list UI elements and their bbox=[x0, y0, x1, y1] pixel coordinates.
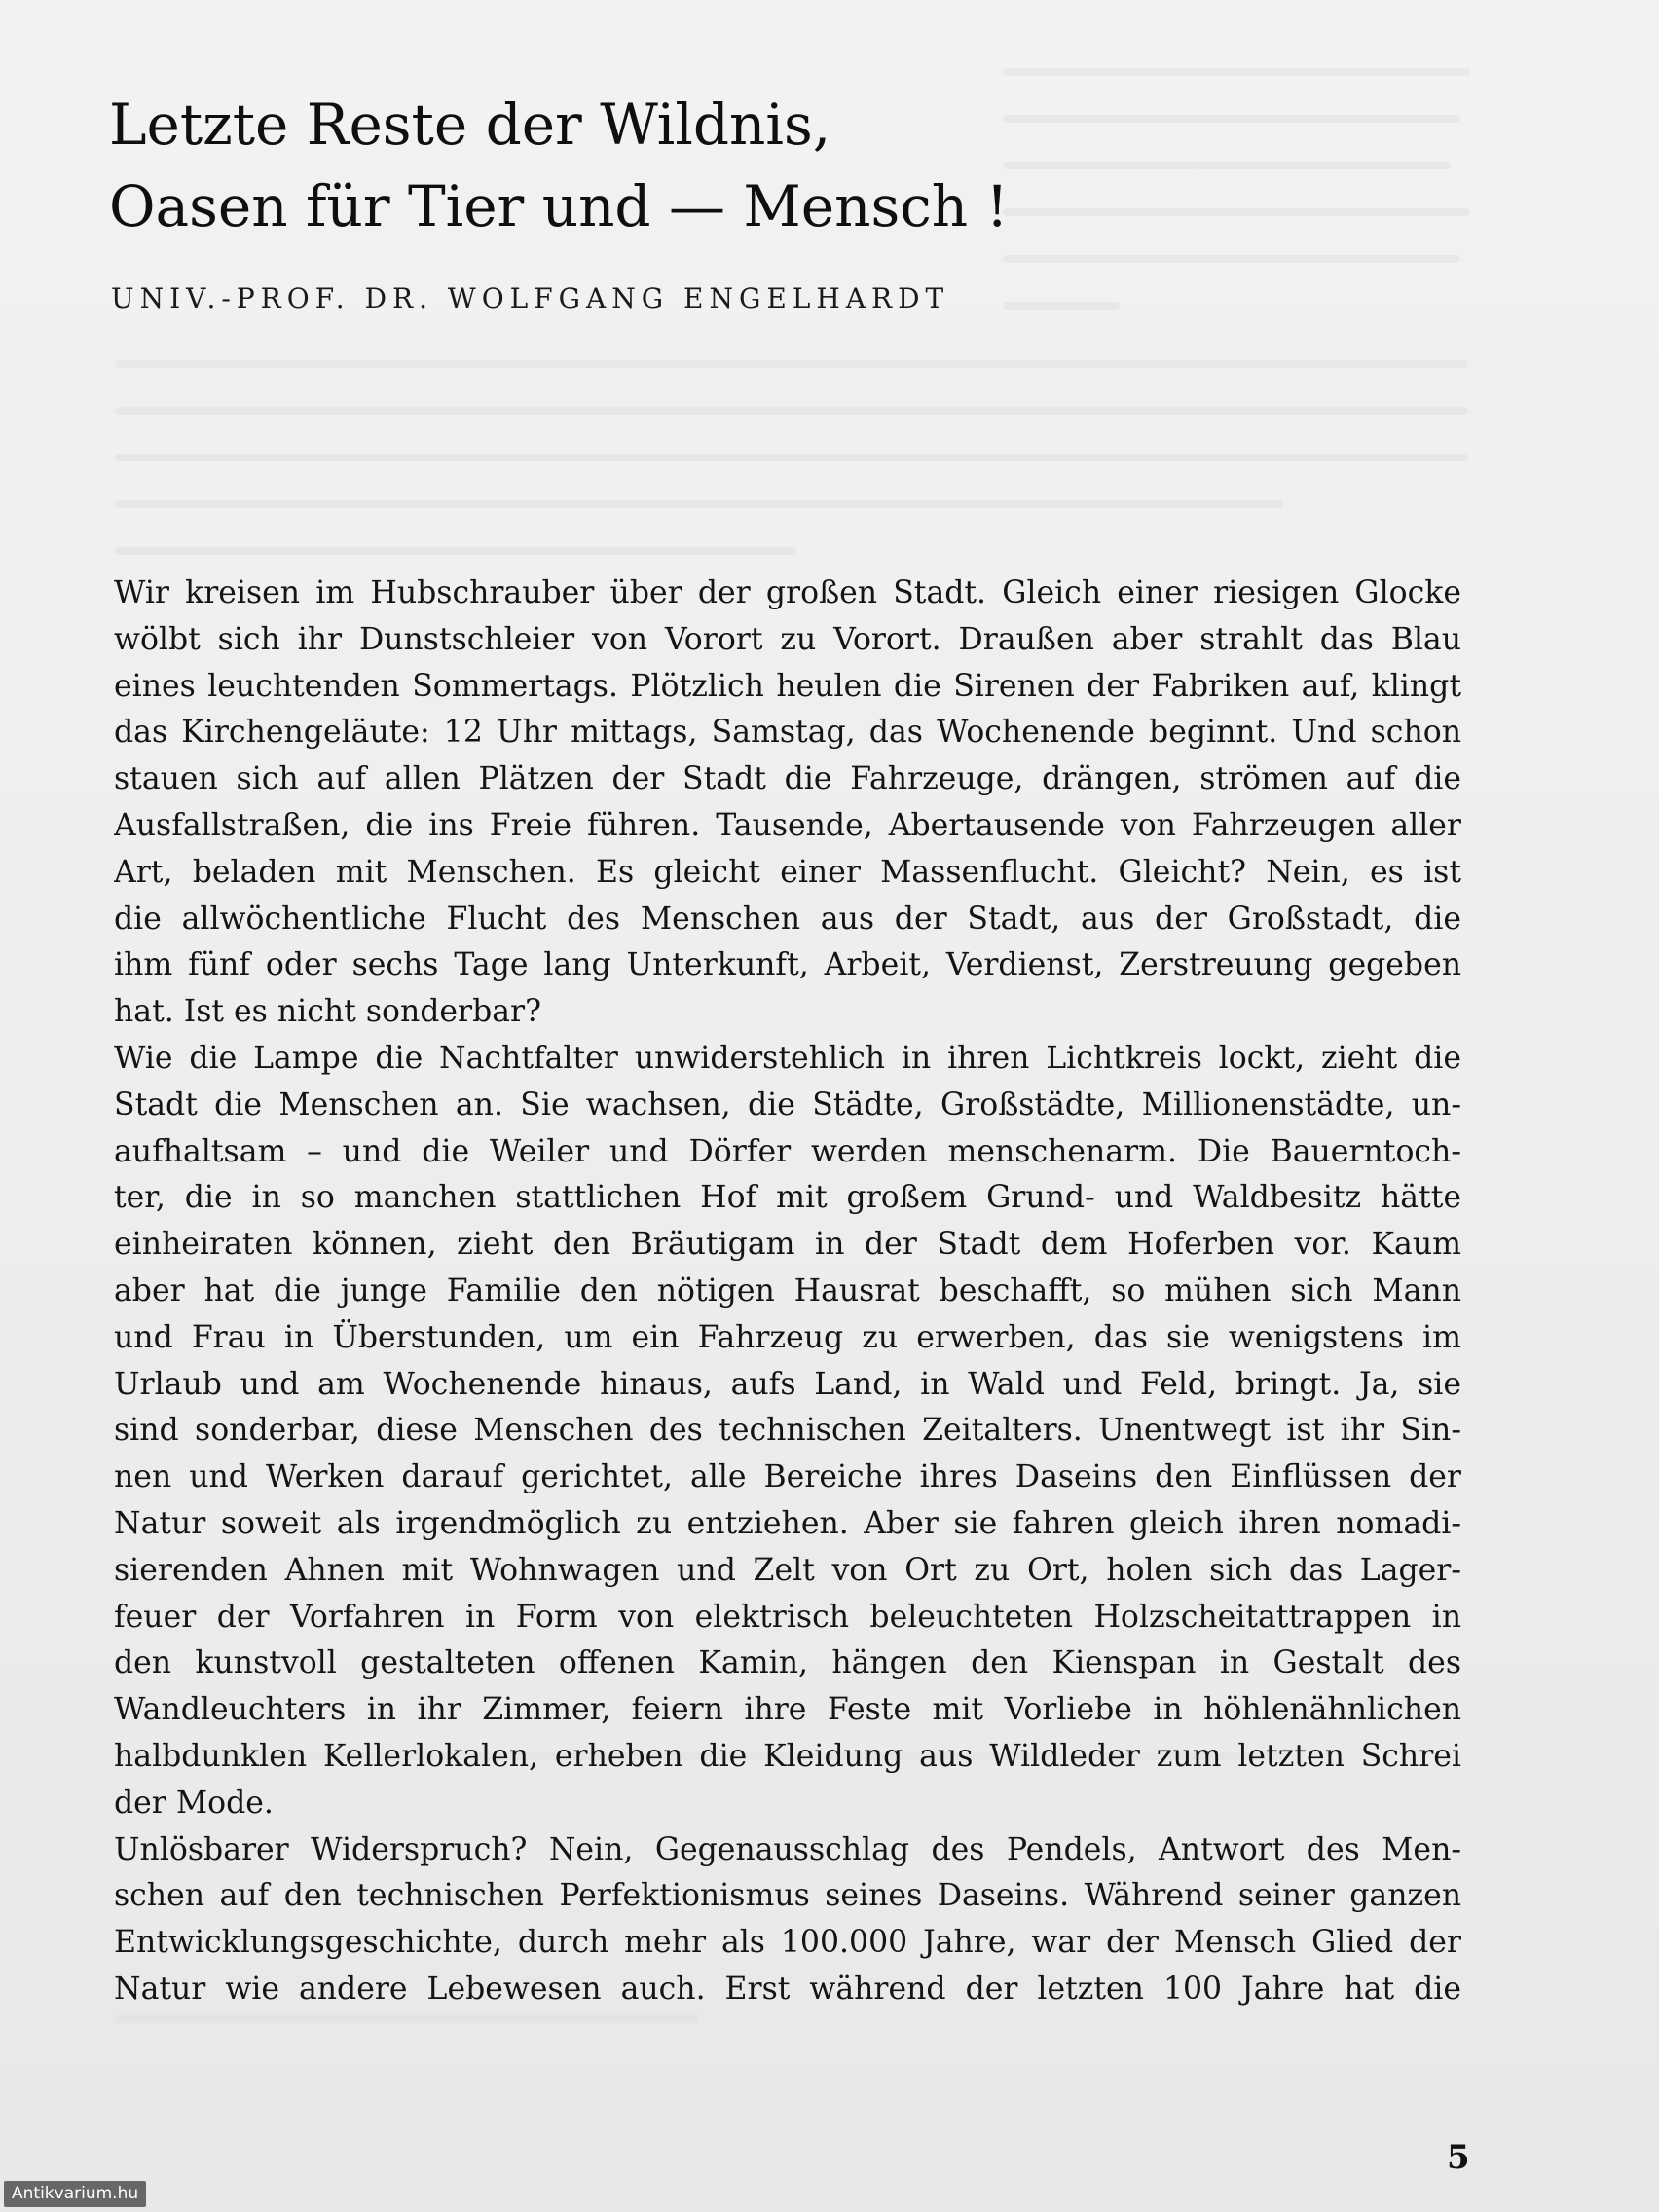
body-line: stauen sich auf allen Plätzen der Stadt die Fahrzeuge, drängen, strömen auf die bbox=[114, 761, 1461, 797]
article-body bbox=[114, 571, 1461, 2013]
title-line-2: Oasen für Tier und — Mensch ! bbox=[109, 173, 1009, 240]
body-line: ihm fünf oder sechs Tage lang Unterkunft, Arbeit, Verdienst, Zerstreuung gegeben bbox=[114, 947, 1461, 983]
body-line: den kunstvoll gestalteten offenen Kamin, hängen den Kienspan in Gestalt des bbox=[114, 1645, 1461, 1681]
body-line: Natur soweit als irgendmöglich zu entziehen. Aber sie fahren gleich ihren nomadi- bbox=[114, 1505, 1461, 1541]
title-line-1: Letzte Reste der Wildnis, bbox=[109, 92, 831, 158]
body-line: sierenden Ahnen mit Wohnwagen und Zelt von Ort zu Ort, holen sich das Lager- bbox=[114, 1552, 1461, 1588]
body-line: Urlaub und am Wochenende hinaus, aufs Land, in Wald und Feld, bringt. Ja, sie bbox=[114, 1366, 1461, 1402]
body-line: hat. Ist es nicht sonderbar? bbox=[114, 994, 541, 1030]
body-line: aufhaltsam – und die Weiler und Dörfer werden menschenarm. Die Bauerntoch- bbox=[114, 1133, 1461, 1169]
body-line: Natur wie andere Lebewesen auch. Erst während der letzten 100 Jahre hat die bbox=[114, 1971, 1461, 2007]
body-line: feuer der Vorfahren in Form von elektrisch beleuchteten Holzscheitattrappen in bbox=[114, 1599, 1461, 1635]
body-line: halbdunklen Kellerlokalen, erheben die Kleidung aus Wildleder zum letzten Schrei bbox=[114, 1738, 1461, 1774]
body-line: der Mode. bbox=[114, 1785, 274, 1821]
body-line: die allwöchentliche Flucht des Menschen aus der Stadt, aus der Großstadt, die bbox=[114, 901, 1461, 937]
body-line: Wie die Lampe die Nachtfalter unwiderstehlich in ihren Lichtkreis lockt, zieht die bbox=[114, 1040, 1461, 1076]
body-line: wölbt sich ihr Dunstschleier von Vorort zu Vorort. Draußen aber strahlt das Blau bbox=[114, 621, 1461, 657]
body-line: und Frau in Überstunden, um ein Fahrzeug zu erwerben, das sie wenigstens im bbox=[114, 1319, 1461, 1355]
watermark-label: Antikvarium.hu bbox=[4, 2181, 146, 2207]
body-line: Unlösbarer Widerspruch? Nein, Gegenausschlag des Pendels, Antwort des Men- bbox=[114, 1831, 1461, 1867]
body-line: einheiraten können, zieht den Bräutigam in der Stadt dem Hoferben vor. Kaum bbox=[114, 1227, 1461, 1263]
body-line: eines leuchtenden Sommertags. Plötzlich heulen die Sirenen der Fabriken auf, klingt bbox=[114, 668, 1461, 704]
article-title bbox=[109, 84, 1180, 247]
body-line: Wandleuchters in ihr Zimmer, feiern ihre Feste mit Vorliebe in höhlenähnlichen bbox=[114, 1692, 1461, 1728]
body-line: Art, beladen mit Menschen. Es gleicht einer Massenflucht. Gleicht? Nein, es ist bbox=[114, 854, 1461, 890]
page-number: 5 bbox=[1447, 2138, 1470, 2177]
author-byline: UNIV.-PROF. DR. WOLFGANG ENGELHARDT bbox=[111, 282, 950, 314]
body-line: sind sonderbar, diese Menschen des technischen Zeitalters. Unentwegt ist ihr Sin- bbox=[114, 1413, 1461, 1449]
body-line: ter, die in so manchen stattlichen Hof mit großem Grund- und Waldbesitz hätte bbox=[114, 1180, 1461, 1216]
body-line: schen auf den technischen Perfektionismus seines Daseins. Während seiner ganzen bbox=[114, 1878, 1461, 1914]
body-line: Ausfallstraßen, die ins Freie führen. Tausende, Abertausende von Fahrzeugen aller bbox=[114, 807, 1461, 843]
body-line: das Kirchengeläute: 12 Uhr mittags, Samstag, das Wochenende beginnt. Und schon bbox=[114, 715, 1461, 751]
body-line: nen und Werken darauf gerichtet, alle Bereiche ihres Daseins den Einflüssen der bbox=[114, 1459, 1461, 1495]
body-line: Entwicklungsgeschichte, durch mehr als 100.000 Jahre, war der Mensch Glied der bbox=[114, 1925, 1461, 1961]
body-line: Wir kreisen im Hubschrauber über der großen Stadt. Gleich einer riesigen Glocke bbox=[114, 575, 1461, 610]
body-line: Stadt die Menschen an. Sie wachsen, die Städte, Großstädte, Millionenstädte, un- bbox=[114, 1087, 1461, 1123]
body-line: aber hat die junge Familie den nötigen Hausrat beschafft, so mühen sich Mann bbox=[114, 1272, 1461, 1309]
